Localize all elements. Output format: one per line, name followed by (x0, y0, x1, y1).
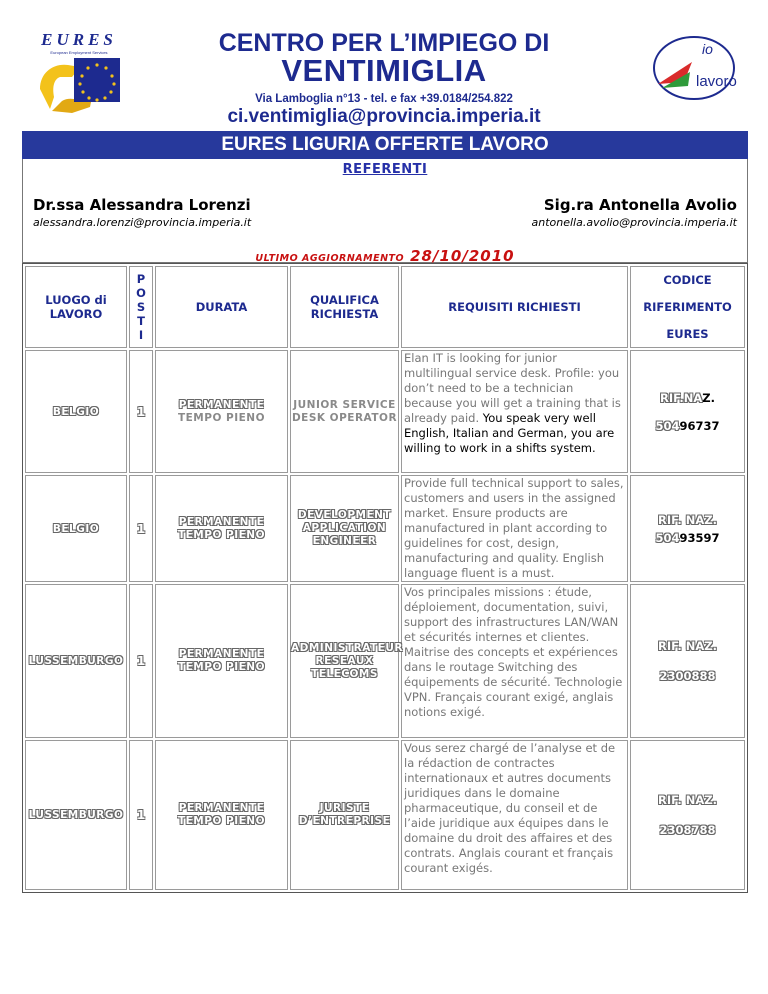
referenti-box (22, 159, 748, 263)
cell-qualifica-text: JUNIOR SERVICE DESK OPERATOR (291, 398, 398, 424)
header-posti-letter: O (136, 286, 146, 300)
cell-qualifica (290, 584, 403, 738)
cell-requisiti-text: Elan IT is looking for junior multilingual service desk. Profile: you don’t need to be a technician because you will get a training that is already paid. (404, 351, 621, 425)
cell-durata-line: PERMANENTE (178, 648, 265, 660)
job-offers-table (22, 263, 748, 893)
last-update-label: ULTIMO AGGIORNAMENTO (255, 253, 405, 264)
cell-requisiti (401, 584, 628, 738)
cell-codice-prefix: RIF.NA (660, 390, 703, 405)
cell-requisiti-text: Vous serez chargé de l’analyse et de la rédaction de contractes internationaux et autres documents juridiques dans le domaine pharmaceutique, du conseil et de l’aide juridique aux équipes dans le domaine du droit des affaires et des contrats. Anglais courant et français courant exigés. (404, 741, 616, 875)
cell-requisiti-text-dark: You speak very well English, Italian and German, you are willing to work in a shifts system. (404, 411, 615, 455)
table-row (25, 584, 745, 738)
page-header (0, 0, 768, 128)
referent-left-name: Dr.ssa Alessandra Lorenzi (33, 196, 251, 214)
cell-requisiti (401, 475, 628, 582)
header-durata: DURATA (155, 266, 288, 348)
io-lavoro-logo (644, 32, 740, 102)
header-title-line2: VENTIMIGLIA (281, 53, 487, 88)
table-row (25, 740, 745, 890)
eures-logo-text: EURES (41, 30, 117, 49)
cell-posti: 1 (129, 740, 153, 890)
cell-codice-number: 2308788 (659, 823, 716, 837)
eures-logo-subtext: European Employment Services (50, 50, 108, 55)
header-posti-letter: I (138, 328, 144, 342)
cell-qualifica (290, 475, 399, 582)
cell-requisiti (401, 350, 628, 473)
cell-posti: 1 (129, 584, 153, 738)
cell-posti: 1 (129, 475, 153, 582)
cell-durata (155, 740, 288, 890)
header-posti-letter: P (136, 272, 146, 286)
io-logo-text: io lavoro (644, 32, 649, 33)
cell-durata-line: TEMPO PIENO (177, 528, 266, 541)
cell-requisiti-text: Vos principales missions : étude, déploiement, documentation, suivi, support des infrastructures LAN/WAN et sécurités internes et clientes. Maitrise des concepts et expériences dans le routage Switching des équipements de sécurité. Technologie VPN. Français courant exigé, anglais notions exigé. (404, 585, 623, 719)
cell-qualifica-text: JURISTE D’ENTREPRISE (298, 802, 391, 827)
cell-qualifica (290, 350, 399, 473)
cell-durata (155, 350, 288, 473)
last-update-date: 28/10/2010 (410, 247, 515, 265)
header-luogo: LUOGO di LAVORO (25, 266, 127, 348)
cell-qualifica-text: ADMINISTRATEUR RESEAUX TELECOMS (291, 641, 403, 680)
header-address: Via Lamboglia n°13 - tel. e fax +39.0184/254.822 (255, 93, 513, 105)
cell-qualifica-text: DEVELOPMENT APPLICATION ENGINEER (297, 509, 392, 547)
cell-posti: 1 (129, 350, 153, 473)
cell-codice-prefix: RIF. NAZ. (658, 639, 717, 653)
cell-luogo: BELGIO (25, 475, 127, 582)
cell-codice-prefix: RIF. NAZ. (658, 793, 717, 807)
cell-durata (155, 475, 288, 582)
header-email: ci.ventimiglia@provincia.imperia.it (227, 106, 541, 127)
cell-codice-number: 2300888 (659, 669, 716, 683)
table-header-row (25, 266, 745, 348)
header-qualifica: QUALIFICA RICHIESTA (290, 266, 399, 348)
svg-text:lavoro: lavoro (696, 73, 737, 90)
referenti-title: REFERENTI (342, 162, 428, 177)
cell-codice (630, 740, 745, 890)
svg-text:io: io (702, 41, 713, 57)
header-codice (630, 266, 745, 348)
header-codice-line: RIFERIMENTO (643, 299, 732, 314)
cell-luogo: LUSSEMBURGO (25, 584, 127, 738)
header-requisiti: REQUISITI RICHIESTI (401, 266, 628, 348)
cell-codice-number-dark: 93597 (679, 530, 720, 545)
cell-requisiti (401, 740, 628, 890)
referent-right-name: Sig.ra Antonella Avolio (543, 196, 737, 214)
cell-requisiti-text: Provide full technical support to sales, customers and users in the assigned market. Ensure products are manufactured in plant according to guidelines for cost, design, manufacturing and quality. English language fluent is a must. (404, 476, 624, 580)
referent-left-email[interactable]: alessandra.lorenzi@provincia.imperia.it (33, 216, 252, 229)
header-posti-letter: S (136, 300, 146, 314)
cell-luogo: LUSSEMBURGO (25, 740, 127, 890)
cell-codice (630, 350, 745, 473)
header-posti (129, 266, 153, 348)
cell-codice-number-dark: 96737 (679, 418, 720, 433)
cell-codice-prefix-dark: Z. (702, 390, 715, 405)
referent-right-email[interactable]: antonella.avolio@provincia.imperia.it (531, 216, 737, 229)
cell-codice (630, 475, 745, 582)
offers-banner: EURES LIGURIA OFFERTE LAVORO (22, 131, 748, 159)
cell-durata-line: TEMPO PIENO (177, 661, 266, 673)
header-codice-line: EURES (666, 326, 709, 341)
table-row (25, 350, 745, 473)
cell-durata (155, 584, 288, 738)
cell-durata-line: PERMANENTE (178, 515, 265, 528)
cell-luogo: BELGIO (25, 350, 127, 473)
cell-codice-number: 504 (655, 418, 680, 433)
cell-durata-line: TEMPO PIENO (177, 411, 266, 424)
cell-codice-number: 504 (655, 530, 680, 545)
cell-durata-line: PERMANENTE (178, 398, 265, 411)
header-title-line1: CENTRO PER L’IMPIEGO DI (218, 29, 550, 57)
cell-codice (630, 584, 745, 738)
cell-codice-prefix: RIF. NAZ. (658, 512, 717, 527)
cell-durata-line: PERMANENTE (178, 802, 265, 814)
header-posti-letter: T (137, 314, 145, 328)
table-row (25, 475, 745, 582)
header-codice-line: CODICE (663, 272, 712, 287)
cell-durata-line: TEMPO PIENO (177, 815, 266, 827)
cell-qualifica (290, 740, 399, 890)
